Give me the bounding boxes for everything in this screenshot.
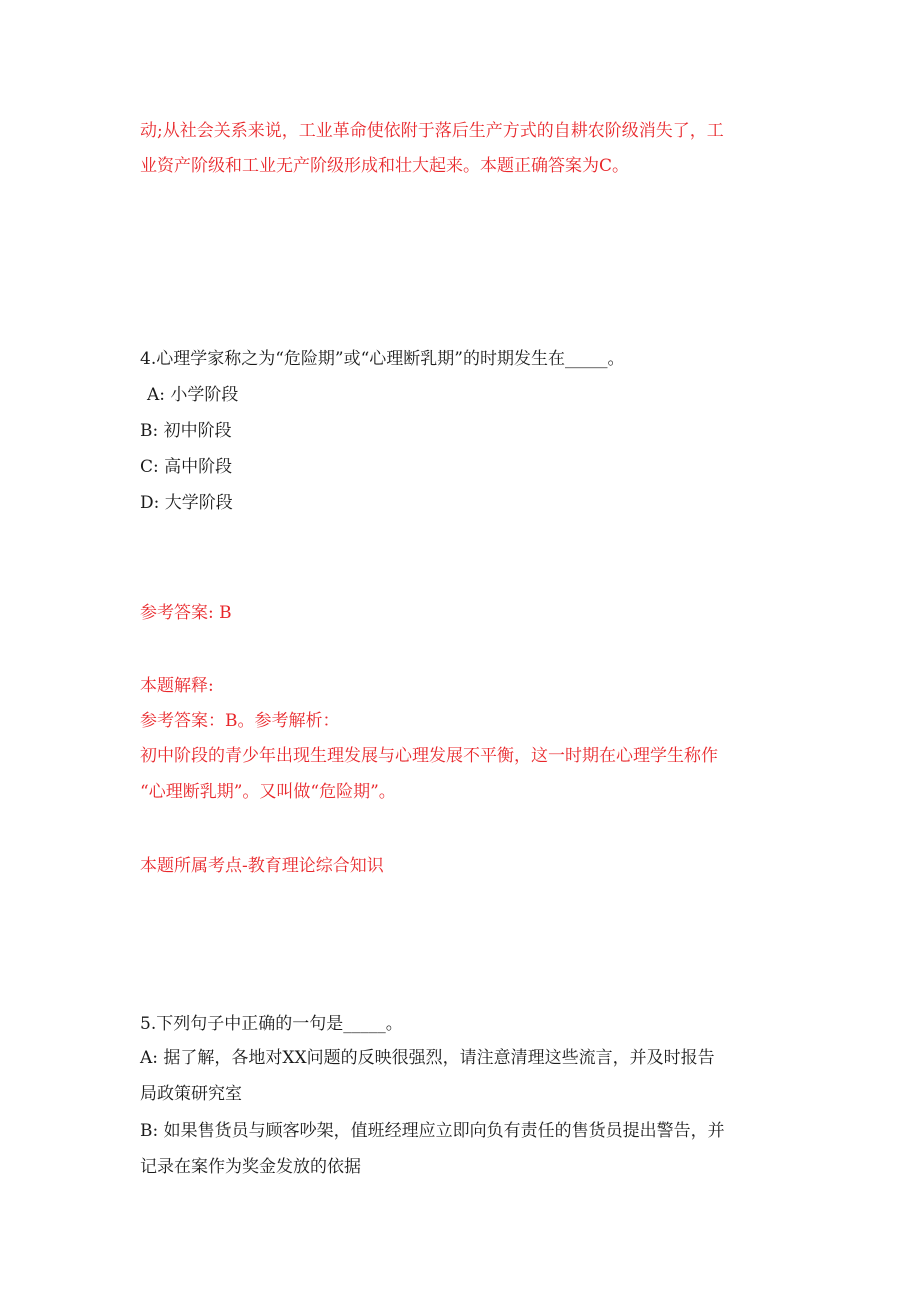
question-4-topic: 本题所属考点-教育理论综合知识	[140, 856, 384, 876]
question-4-explanation-heading: 本题解释:	[140, 676, 214, 696]
question-4-option-a: A: 小学阶段	[147, 385, 239, 405]
question-5-option-a-line-2: 局政策研究室	[140, 1084, 242, 1104]
prev-explanation-line-1: 动;从社会关系来说，工业革命使依附于落后生产方式的自耕农阶级消失了，工	[140, 121, 724, 141]
question-4-option-b: B: 初中阶段	[140, 421, 232, 441]
question-4-option-c: C: 高中阶段	[140, 457, 233, 477]
question-4-explanation-line-2: 初中阶段的青少年出现生理发展与心理发展不平衡，这一时期在心理学生称作	[140, 746, 718, 766]
question-5-option-b-line-1: B: 如果售货员与顾客吵架，值班经理应立即向负有责任的售货员提出警告，并	[140, 1121, 725, 1141]
question-4-answer: 参考答案: B	[140, 603, 232, 623]
question-5-option-b-line-2: 记录在案作为奖金发放的依据	[140, 1157, 361, 1177]
prev-explanation-line-2: 业资产阶级和工业无产阶级形成和壮大起来。本题正确答案为C。	[140, 156, 630, 176]
question-5-option-a-line-1: A: 据了解，各地对XX问题的反映很强烈，请注意清理这些流言，并及时报告	[140, 1048, 715, 1068]
question-4-explanation-line-3: “心理断乳期”。又叫做“危险期”。	[140, 782, 396, 802]
question-4-stem: 4.心理学家称之为“危险期”或“心理断乳期”的时期发生在_____。	[140, 349, 625, 369]
question-5-stem: 5.下列句子中正确的一句是_____。	[140, 1014, 403, 1034]
question-4-option-d: D: 大学阶段	[140, 493, 233, 513]
question-4-explanation-line-1: 参考答案：B。参考解析：	[140, 711, 340, 731]
